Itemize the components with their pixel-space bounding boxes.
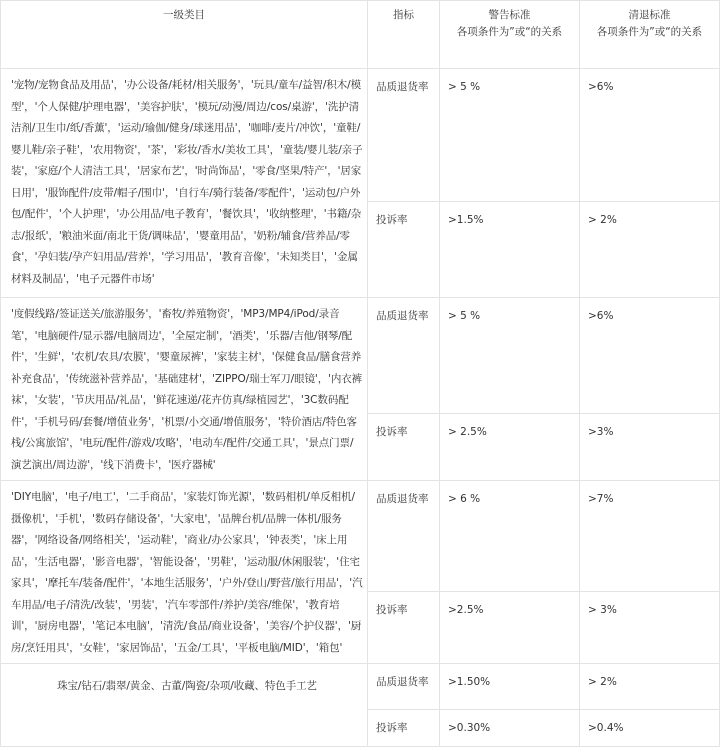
warning-cell: >1.5% [440,202,580,298]
header-row [1,1,720,69]
header-category: 一级类目 [1,1,368,69]
category-cell: '宠物/宠物食品及用品'，'办公设备/耗材/相关服务'，'玩具/童车/益智/积木/模型'，'个人保健/护理电器'，'美容护肤'，'模玩/动漫/周边/cos/桌游'，'洗护清洁剂/卫生巾/纸/香薰'，'运动/瑜伽/健身/球迷用品'，'咖啡/麦片/冲饮'，'童鞋/婴儿鞋/亲子鞋'，'农用物资'，'茶'，'彩妆/香水/美妆工具'，'童装/婴儿装/亲子装'，'家庭/个人清洁工具'，'居家布艺'，'时尚饰品'，'零食/坚果/特产'，'居家日用'，'服饰配件/皮带/帽子/围巾'，'自行车/骑行装备/零配件'，'运动包/户外包/配件'，'个人护理'，'办公用品/电子教育'，'餐饮具'，'收纳整理'，'书籍/杂志/报纸'，'粮油米面/南北干货/调味品'，'婴童用品'，'奶粉/辅食/营养品/零食'，'孕妇装/孕产妇用品/营养'，'学习用品'，'教育音像'，'未知类目'，'金属材料及制品'，'电子元器件市场' [1,69,368,298]
indicator-cell: 投诉率 [368,414,440,481]
indicator-cell: 品质退货率 [368,298,440,414]
indicator-cell: 投诉率 [368,592,440,664]
header-clear [580,1,720,69]
table-row [1,481,720,592]
warning-cell: > 5 % [440,69,580,202]
indicator-cell: 品质退货率 [368,69,440,202]
category-cell: 珠宝/钻石/翡翠/黄金、古董/陶瓷/杂项/收藏、特色手工艺 [1,664,368,747]
indicator-cell: 投诉率 [368,202,440,298]
warning-cell: > 6 % [440,481,580,592]
clear-cell: >0.4% [580,710,720,747]
category-cell: '度假线路/签证送关/旅游服务'，'畜牧/养殖物资'，'MP3/MP4/iPod/录音笔'，'电脑硬件/显示器/电脑周边'，'全屋定制'，'酒类'，'乐器/吉他/钢琴/配件'，'生鲜'，'农机/农具/农膜'，'婴童尿裤'，'家装主材'，'保健食品/膳食营养补充食品'，'传统滋补营养品'，'基础建材'，'ZIPPO/瑞士军刀/眼镜'，'内衣裤袜'，'女装'，'节庆用品/礼品'，'鲜花速递/花卉仿真/绿植园艺'，'3C数码配件'，'手机号码/套餐/增值业务'，'机票/小交通/增值服务'，'特价酒店/特色客栈/公寓旅馆'，'电玩/配件/游戏/攻略'，'电动车/配件/交通工具'，'景点门票/演艺演出/周边游'，'线下消费卡'，'医疗器械' [1,298,368,481]
header-indicator: 指标 [368,1,440,69]
clear-cell: > 2% [580,664,720,710]
indicator-cell: 品质退货率 [368,481,440,592]
clear-cell: > 2% [580,202,720,298]
table-row [1,69,720,202]
indicator-cell: 品质退货率 [368,664,440,710]
warning-cell: >0.30% [440,710,580,747]
warning-cell: >2.5% [440,592,580,664]
clear-cell: > 3% [580,592,720,664]
indicator-cell: 投诉率 [368,710,440,747]
clear-cell: >3% [580,414,720,481]
header-clear-sub: 各项条件为”或“的关系 [596,26,703,38]
table-row [1,298,720,414]
header-clear-title: 清退标准 [628,9,671,21]
header-warning-sub: 各项条件为”或“的关系 [456,26,563,38]
clear-cell: >6% [580,69,720,202]
header-warning-title: 警告标准 [488,9,531,21]
category-cell: 'DIY电脑'，'电子/电工'，'二手商品'，'家装灯饰光源'，'数码相机/单反相机/摄像机'，'手机'，'数码存储设备'，'大家电'，'品牌台机/品牌一体机/服务器'，'网络设备/网络相关'，'运动鞋'，'商业/办公家具'，'钟表类'，'床上用品'，'生活电器'，'影音电器'，'智能设备'，'男鞋'，'运动服/休闲服装'，'住宅家具'，'摩托车/装备/配件'，'本地生活服务'，'户外/登山/野营/旅行用品'，'汽车用品/电子/清洗/改装'，'男装'，'汽车零部件/养护/美容/维保'，'教育培训'，'厨房电器'，'笔记本电脑'，'清洗/食品/商业设备'，'美容/个护仪器'，'厨房/烹饪用具'，'女鞋'，'家居饰品'，'五金/工具'，'平板电脑/MID'，'箱包' [1,481,368,664]
header-warning [440,1,580,69]
clear-cell: >7% [580,481,720,592]
warning-cell: >1.50% [440,664,580,710]
clear-cell: >6% [580,298,720,414]
table-row [1,664,720,710]
warning-cell: > 5 % [440,298,580,414]
warning-cell: > 2.5% [440,414,580,481]
